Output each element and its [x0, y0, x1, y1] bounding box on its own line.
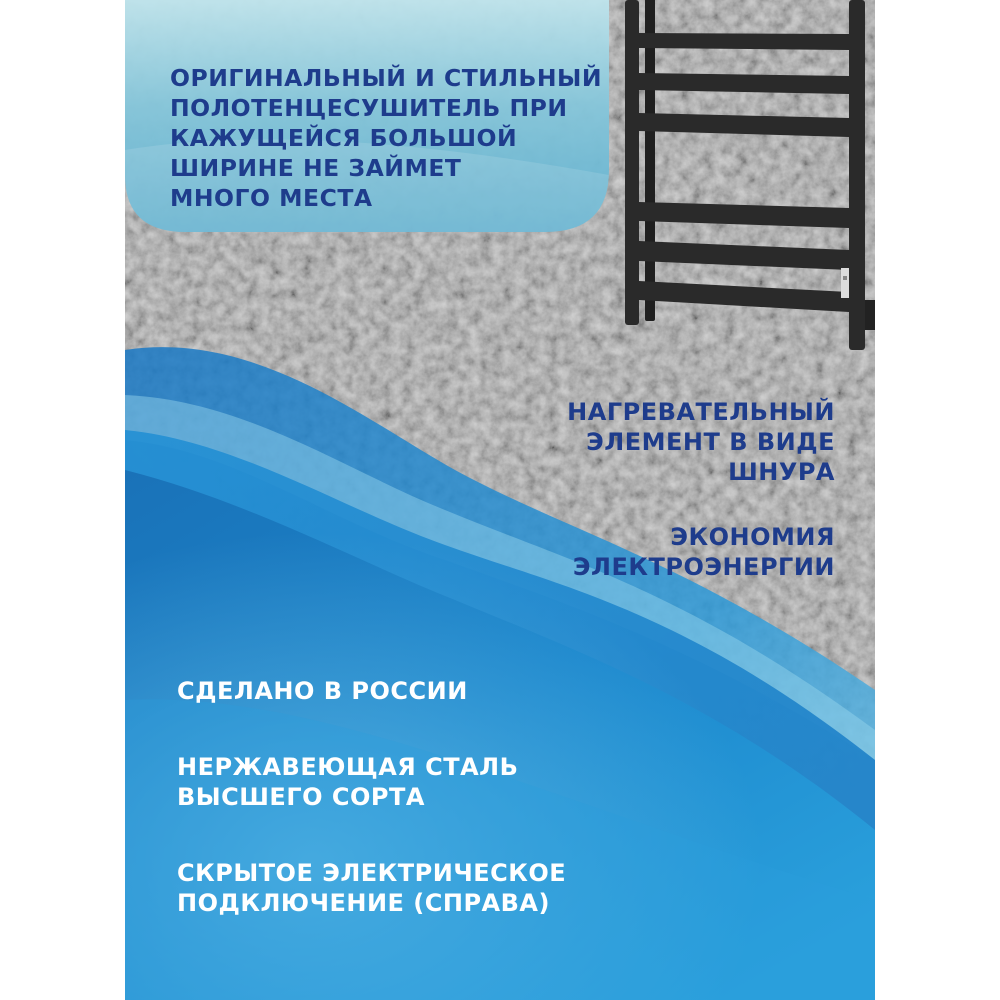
feature-hidden-connection: СКРЫТОЕ ЭЛЕКТРИЧЕСКОЕ ПОДКЛЮЧЕНИЕ (СПРАВА) [177, 859, 567, 917]
feature-made-in-russia: СДЕЛАНО В РОССИИ [177, 677, 468, 705]
callout-text: ОРИГИНАЛЬНЫЙ И СТИЛЬНЫЙ ПОЛОТЕНЦЕСУШИТЕЛЬ ПРИ КАЖУЩЕЙСЯ БОЛЬШОЙ ШИРИНЕ НЕ ЗАЙМЕТ МНОГО МЕСТА [170, 64, 603, 212]
feature-stainless-steel: НЕРЖАВЕЮЩАЯ СТАЛЬ ВЫСШЕГО СОРТА [177, 753, 519, 811]
product-card [125, 0, 875, 1000]
feature-energy-saving: ЭКОНОМИЯ ЭЛЕКТРОЭНЕРГИИ [572, 523, 835, 581]
feature-heating-cable: НАГРЕВАТЕЛЬНЫЙ ЭЛЕМЕНТ В ВИДЕ ШНУРА [567, 398, 835, 486]
